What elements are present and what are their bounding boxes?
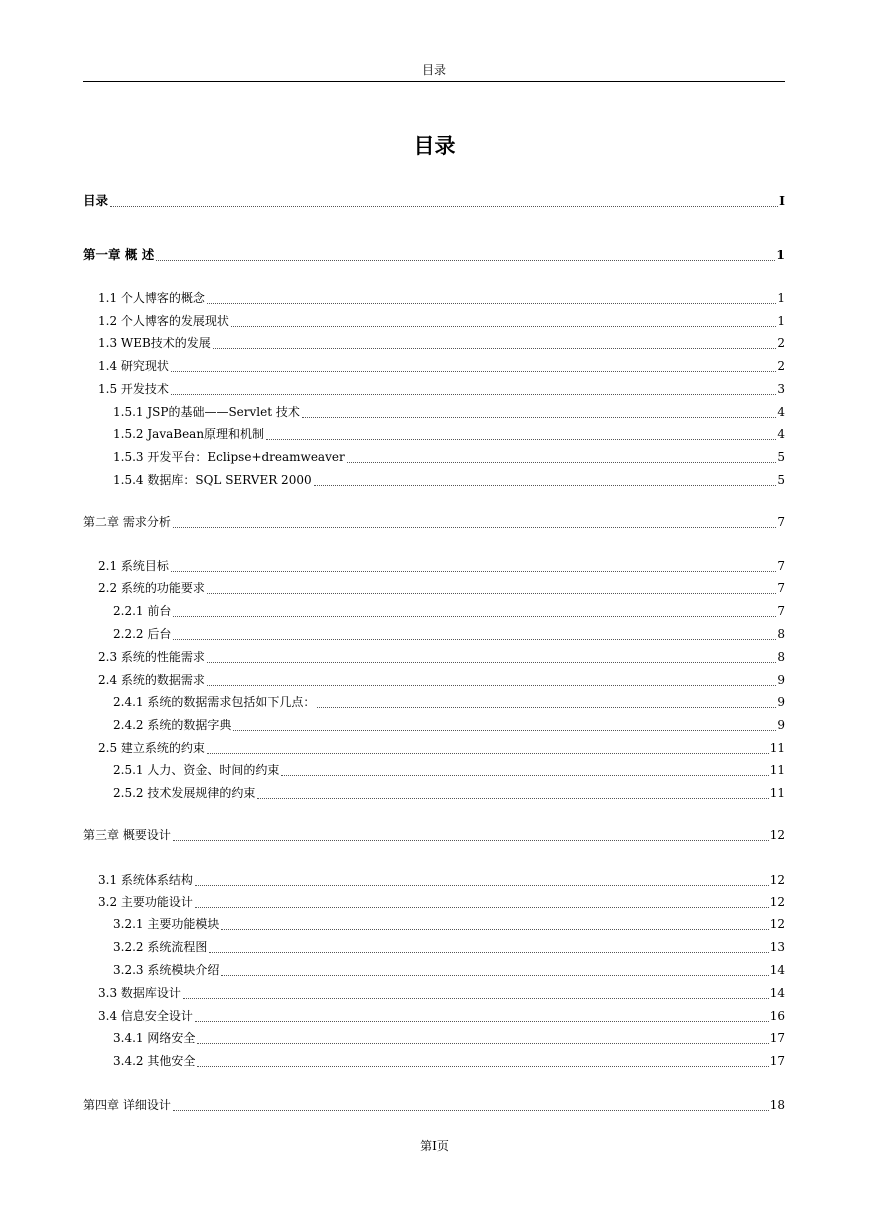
toc-entry-label: 第一章 概 述 xyxy=(83,247,155,262)
toc-entry-label: 3.2.2 系统流程图 xyxy=(113,940,208,954)
toc-dot-leader xyxy=(233,730,776,731)
toc-entry-page: 4 xyxy=(777,427,785,441)
toc-entry-page: 14 xyxy=(769,963,785,977)
toc-dot-leader xyxy=(171,394,776,395)
header-divider xyxy=(83,81,785,82)
toc-dot-leader xyxy=(197,1066,768,1067)
toc-entry[interactable] xyxy=(83,938,785,956)
toc-entry-label: 1.5.3 开发平台：Eclipse+dreamweaver xyxy=(113,450,345,464)
toc-entry-page: 1 xyxy=(777,291,785,305)
toc-dot-leader xyxy=(183,998,769,999)
toc-entry-page: 4 xyxy=(777,405,785,419)
toc-entry-page: 9 xyxy=(777,718,785,732)
toc-entry-label: 第二章 需求分析 xyxy=(83,515,171,529)
toc-entry[interactable] xyxy=(83,403,785,421)
toc-entry-page: 9 xyxy=(777,673,785,687)
toc-entry-page: 8 xyxy=(777,627,785,641)
toc-entry[interactable] xyxy=(83,289,785,307)
toc-dot-leader xyxy=(110,206,778,207)
toc-dot-leader xyxy=(207,593,776,594)
toc-entry-label: 1.4 研究现状 xyxy=(98,359,169,373)
toc-entry-page: 12 xyxy=(769,873,785,887)
toc-dot-leader xyxy=(195,885,769,886)
page-number-footer: 第I页 xyxy=(420,1139,449,1153)
toc-entry-label: 2.5.2 技术发展规律的约束 xyxy=(113,786,256,800)
toc-entry[interactable] xyxy=(83,871,785,889)
toc-entry-label: 2.4.2 系统的数据字典 xyxy=(113,718,232,732)
toc-entry[interactable] xyxy=(83,716,785,734)
toc-entry-page: 2 xyxy=(777,336,785,350)
toc-dot-leader xyxy=(171,371,776,372)
toc-entry[interactable] xyxy=(83,826,785,844)
toc-dot-leader xyxy=(257,798,768,799)
toc-entry[interactable] xyxy=(83,1052,785,1070)
toc-entry-page: 9 xyxy=(777,695,785,709)
toc-entry-page: 18 xyxy=(769,1098,785,1112)
toc-entry-page: 7 xyxy=(777,515,785,529)
toc-entry-page: 16 xyxy=(769,1009,785,1023)
toc-entry[interactable] xyxy=(83,246,785,264)
toc-entry-label: 第四章 详细设计 xyxy=(83,1098,171,1112)
toc-entry-page: 1 xyxy=(776,247,785,262)
toc-entry-label: 1.2 个人博客的发展现状 xyxy=(98,314,229,328)
toc-dot-leader xyxy=(207,685,776,686)
toc-entry-label: 1.5.4 数据库：SQL SERVER 2000 xyxy=(113,473,312,487)
toc-entry[interactable] xyxy=(83,312,785,330)
toc-dot-leader xyxy=(195,907,769,908)
page-title: 目录 xyxy=(413,133,456,158)
toc-dot-leader xyxy=(171,571,776,572)
toc-entry-label: 3.3 数据库设计 xyxy=(98,986,181,1000)
toc-entry[interactable] xyxy=(83,380,785,398)
toc-entry[interactable] xyxy=(83,1007,785,1025)
toc-entry-page: 12 xyxy=(769,895,785,909)
toc-entry-label: 3.2 主要功能设计 xyxy=(98,895,193,909)
toc-dot-leader xyxy=(207,303,776,304)
toc-entry-label: 3.1 系统体系结构 xyxy=(98,873,193,887)
toc-entry[interactable] xyxy=(83,893,785,911)
toc-dot-leader xyxy=(173,527,777,528)
toc-entry[interactable] xyxy=(83,425,785,443)
toc-dot-leader xyxy=(207,753,769,754)
toc-entry[interactable] xyxy=(83,625,785,643)
toc-dot-leader xyxy=(156,260,775,261)
toc-entry-label: 3.4.1 网络安全 xyxy=(113,1031,196,1045)
toc-entry-page: 7 xyxy=(777,559,785,573)
toc-entry-page: 5 xyxy=(777,473,785,487)
toc-entry[interactable] xyxy=(83,602,785,620)
toc-entry[interactable] xyxy=(83,448,785,466)
toc-dot-leader xyxy=(281,775,768,776)
toc-entry-label: 1.3 WEB技术的发展 xyxy=(98,336,211,350)
toc-entry[interactable] xyxy=(83,557,785,575)
toc-dot-leader xyxy=(197,1043,768,1044)
toc-entry-label: 2.4 系统的数据需求 xyxy=(98,673,205,687)
toc-entry-label: 目录 xyxy=(83,193,109,208)
toc-entry-label: 2.4.1 系统的数据需求包括如下几点： xyxy=(113,695,316,709)
toc-entry-label: 1.5.2 JavaBean原理和机制 xyxy=(113,427,265,441)
toc-entry[interactable] xyxy=(83,693,785,711)
toc-entry-page: 11 xyxy=(769,786,785,800)
toc-entry-page: 14 xyxy=(769,986,785,1000)
toc-dot-leader xyxy=(221,929,768,930)
toc-dot-leader xyxy=(302,417,776,418)
toc-entry[interactable] xyxy=(83,739,785,757)
toc-entry[interactable] xyxy=(83,761,785,779)
toc-entry[interactable] xyxy=(83,357,785,375)
toc-entry-page: 3 xyxy=(777,382,785,396)
toc-entry-label: 2.3 系统的性能需求 xyxy=(98,650,205,664)
toc-entry[interactable] xyxy=(83,513,785,531)
toc-entry[interactable] xyxy=(83,984,785,1002)
toc-entry-label: 3.4.2 其他安全 xyxy=(113,1054,196,1068)
toc-dot-leader xyxy=(347,462,777,463)
toc-entry[interactable] xyxy=(83,961,785,979)
toc-entry[interactable] xyxy=(83,784,785,802)
toc-dot-leader xyxy=(213,348,777,349)
toc-entry-page: 11 xyxy=(769,741,785,755)
toc-entry-page: I xyxy=(779,193,785,208)
toc-entry-page: 11 xyxy=(769,763,785,777)
toc-entry[interactable] xyxy=(83,579,785,597)
toc-entry-page: 7 xyxy=(777,581,785,595)
toc-dot-leader xyxy=(173,616,776,617)
toc-entry-page: 12 xyxy=(769,917,785,931)
toc-entry-page: 12 xyxy=(769,828,785,842)
toc-entry-label: 2.2 系统的功能要求 xyxy=(98,581,205,595)
toc-entry-label: 2.2.2 后台 xyxy=(113,627,172,641)
toc-entry-page: 17 xyxy=(769,1031,785,1045)
running-header: 目录 xyxy=(421,63,446,77)
toc-entry-label: 2.2.1 前台 xyxy=(113,604,172,618)
toc-entry-label: 3.2.1 主要功能模块 xyxy=(113,917,220,931)
toc-entry[interactable] xyxy=(83,471,785,489)
toc-entry-page: 8 xyxy=(777,650,785,664)
toc-dot-leader xyxy=(209,952,768,953)
toc-entry-label: 第三章 概要设计 xyxy=(83,828,171,842)
toc-entry[interactable] xyxy=(83,334,785,352)
toc-entry[interactable] xyxy=(83,192,785,210)
toc-dot-leader xyxy=(173,639,776,640)
toc-dot-leader xyxy=(207,662,776,663)
toc-entry-label: 2.5 建立系统的约束 xyxy=(98,741,205,755)
toc-dot-leader xyxy=(173,840,769,841)
toc-entry[interactable] xyxy=(83,915,785,933)
toc-entry[interactable] xyxy=(83,671,785,689)
toc-dot-leader xyxy=(317,707,776,708)
toc-dot-leader xyxy=(173,1110,769,1111)
toc-dot-leader xyxy=(266,439,776,440)
toc-entry-label: 2.5.1 人力、资金、时间的约束 xyxy=(113,763,280,777)
toc-dot-leader xyxy=(231,326,776,327)
toc-entry[interactable] xyxy=(83,1029,785,1047)
toc-dot-leader xyxy=(195,1021,769,1022)
toc-entry-label: 3.4 信息安全设计 xyxy=(98,1009,193,1023)
toc-entry-label: 1.1 个人博客的概念 xyxy=(98,291,205,305)
toc-dot-leader xyxy=(314,485,777,486)
toc-entry-label: 3.2.3 系统模块介绍 xyxy=(113,963,220,977)
toc-entry-page: 5 xyxy=(777,450,785,464)
toc-entry-page: 17 xyxy=(769,1054,785,1068)
toc-entry-label: 1.5 开发技术 xyxy=(98,382,169,396)
toc-dot-leader xyxy=(221,975,768,976)
toc-entry[interactable] xyxy=(83,1096,785,1114)
toc-entry-page: 1 xyxy=(777,314,785,328)
toc-entry[interactable] xyxy=(83,648,785,666)
toc-entry-label: 2.1 系统目标 xyxy=(98,559,169,573)
toc-entry-page: 13 xyxy=(769,940,785,954)
toc-entry-page: 7 xyxy=(777,604,785,618)
toc-entry-page: 2 xyxy=(777,359,785,373)
toc-entry-label: 1.5.1 JSP的基础——Servlet 技术 xyxy=(113,405,300,419)
